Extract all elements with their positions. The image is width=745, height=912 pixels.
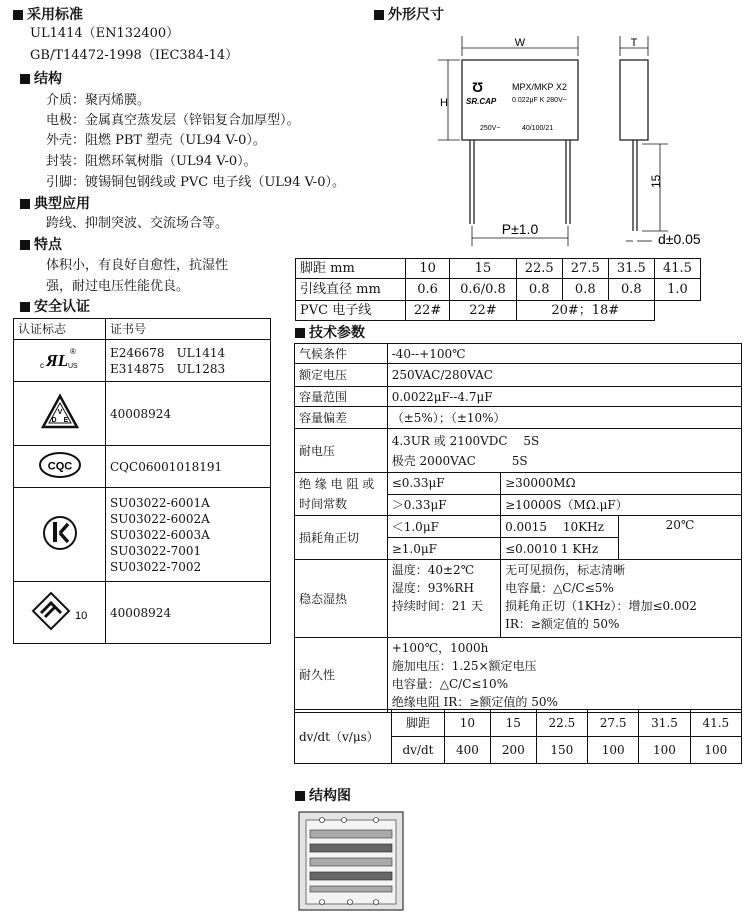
dvdt-pitch: 31.5 xyxy=(639,710,690,737)
dvdt-value: 100 xyxy=(690,737,741,764)
dvdt-pitch: 15 xyxy=(490,710,536,737)
param-value: ≥10000S（MΩ.μF） xyxy=(501,494,742,516)
param-label: 容量偏差 xyxy=(295,407,388,429)
structure-line: 封装：阻燃环氧树脂（UL94 V-0）。 xyxy=(46,154,257,169)
applications-line: 跨线、抑制突波、交流场合等。 xyxy=(46,216,229,231)
humidity-result: 损耗角正切（1KHz）：增加≤0.002 xyxy=(505,599,697,613)
param-value: -40--+100℃ xyxy=(387,344,741,364)
lead-cell: 0.6/0.8 xyxy=(450,279,516,301)
cert-number: CQC06001018191 xyxy=(106,446,271,488)
param-value: 250VAC/280VAC xyxy=(387,364,741,387)
ul-us-text: US xyxy=(67,362,78,370)
param-label: 容量范围 xyxy=(295,387,388,407)
standards-heading: 采用标准 xyxy=(13,6,83,24)
cqc-logo xyxy=(14,446,106,488)
param-cond: ≥1.0μF xyxy=(387,538,500,560)
param-label: 绝 缘 电 阻 或 xyxy=(299,477,375,491)
dvdt-value: 200 xyxy=(490,737,536,764)
cert-number: SU03022-6001A xyxy=(110,495,210,510)
cert-number: E246678 UL1414 xyxy=(110,345,226,360)
lead-length-label: 15 xyxy=(649,174,663,188)
lead-cell: 22.5 xyxy=(516,259,562,279)
vde-e-text: E xyxy=(63,416,68,424)
w-label: W xyxy=(514,37,526,49)
vde-v-text: V xyxy=(57,408,62,416)
humidity-cond: 持续时间：21 天 xyxy=(391,599,483,613)
param-cond: ＜1.0μF xyxy=(387,516,500,538)
cert-number: SU03022-7001 xyxy=(110,543,202,558)
safety-table xyxy=(13,318,271,644)
cap-cat: 40/100/21 xyxy=(522,125,554,132)
col-cert-header: 证书号 xyxy=(106,319,271,340)
param-label: 稳态湿热 xyxy=(295,560,388,638)
pvc-cell: 20#；18# xyxy=(516,301,654,321)
lead-row-label: 脚距 mm xyxy=(296,259,406,279)
applications-heading: 典型应用 xyxy=(20,195,90,213)
dvdt-table xyxy=(294,709,742,764)
vde-d-text: D xyxy=(50,416,57,424)
dvdt-value: 400 xyxy=(445,737,491,764)
ul-mark-text: ЯL xyxy=(45,350,68,370)
cert-number: SU03022-6003A xyxy=(110,527,210,542)
brand-mark-icon: Ʊ xyxy=(472,79,484,95)
lead-cell: 0.8 xyxy=(562,279,608,301)
lead-cell: 41.5 xyxy=(654,259,700,279)
param-value: 0.0022μF--4.7μF xyxy=(387,387,741,407)
cap-volt: 250V~ xyxy=(480,125,501,132)
lead-row-label: 引线直径 mm xyxy=(296,279,406,301)
structure-line: 引脚：镀锡铜包钢线或 PVC 电子线（UL94 V-0）。 xyxy=(46,175,345,190)
structure-line: 电极：金属真空蒸发层（锌铝复合加厚型）。 xyxy=(46,113,300,128)
structure-drawing xyxy=(298,808,408,912)
param-value: （±5%）；（±10%） xyxy=(387,407,741,429)
pvc-cell: 22# xyxy=(450,301,516,321)
diameter-label: d±0.05 xyxy=(658,231,701,247)
enec-num-text: 10 xyxy=(74,609,87,622)
standard-line: UL1414（EN132400） xyxy=(30,26,180,41)
param-cond: ≤0.33μF xyxy=(387,473,500,495)
structure-drawing-heading: 结构图 xyxy=(295,787,351,805)
features-line: 强，耐过电压性能优良。 xyxy=(46,279,190,294)
lead-cell: 0.8 xyxy=(516,279,562,301)
dvdt-pitch: 41.5 xyxy=(690,710,741,737)
dvdt-value: 150 xyxy=(536,737,587,764)
standard-line: GB/T14472-1998（IEC384-14） xyxy=(30,48,239,63)
pitch-label: P±1.0 xyxy=(501,221,539,237)
param-label: 时间常数 xyxy=(299,497,348,511)
param-value: 0.0015 10KHz xyxy=(501,516,619,538)
dimensions-heading: 外形尺寸 xyxy=(374,6,444,24)
dvdt-pitch: 10 xyxy=(445,710,491,737)
vde-logo xyxy=(14,382,106,446)
ul-c-us-logo xyxy=(14,340,106,382)
pvc-cell: 22# xyxy=(406,301,450,321)
param-label: 气候条件 xyxy=(295,344,388,364)
param-temp: 20℃ xyxy=(618,516,741,560)
enec-logo xyxy=(14,582,106,644)
param-label: 损耗角正切 xyxy=(295,516,388,560)
tech-heading: 技术参数 xyxy=(295,324,365,342)
cert-number: SU03022-7002 xyxy=(110,559,202,574)
lead-cell: 31.5 xyxy=(608,259,654,279)
param-value: 4.3UR 或 2100VDC 5S xyxy=(391,433,540,448)
dimension-drawing xyxy=(430,26,740,248)
safety-heading: 安全认证 xyxy=(20,298,90,316)
dvdt-value: 100 xyxy=(639,737,690,764)
dvdt-label: dv/dt（v/μs） xyxy=(295,710,392,764)
lead-cell: 15 xyxy=(450,259,516,279)
tech-table xyxy=(294,343,742,713)
col-mark-header: 认证标志 xyxy=(14,319,106,340)
cert-number: E314875 UL1283 xyxy=(110,361,226,376)
cert-number: 40008924 xyxy=(106,582,271,644)
h-label: H xyxy=(440,97,448,109)
humidity-result: 电容量：△C/C≤5% xyxy=(505,581,614,595)
humidity-cond: 温度：40±2℃ xyxy=(391,563,475,577)
semko-logo xyxy=(14,488,106,582)
param-label: 耐久性 xyxy=(295,638,388,713)
ul-c-text: c xyxy=(39,360,44,370)
endurance-line: 施加电压：1.25×额定电压 xyxy=(391,659,537,673)
structure-heading: 结构 xyxy=(20,70,62,88)
cqc-text: CQC xyxy=(47,460,72,472)
endurance-line: 电容量：△C/C≤10% xyxy=(391,677,509,691)
lead-cell: 0.6 xyxy=(406,279,450,301)
humidity-result: 无可见损伤，标志清晰 xyxy=(505,563,626,577)
cap-brand: SR.CAP xyxy=(466,97,497,106)
dvdt-value: 100 xyxy=(588,737,639,764)
param-value: 极壳 2000VAC 5S xyxy=(391,453,528,468)
structure-line: 介质：聚丙烯膜。 xyxy=(46,93,151,108)
t-label: T xyxy=(630,37,638,49)
cert-number: SU03022-6002A xyxy=(110,511,210,526)
param-label: 额定电压 xyxy=(295,364,388,387)
humidity-result: IR：≥额定值的 50% xyxy=(505,617,620,631)
cap-model: MPX/MKP X2 xyxy=(512,82,567,92)
dvdt-pitch-label: 脚距 xyxy=(392,710,445,737)
dvdt-row-label: dv/dt xyxy=(392,737,445,764)
humidity-cond: 湿度：93%RH xyxy=(391,581,474,595)
lead-cell: 0.8 xyxy=(608,279,654,301)
lead-table xyxy=(295,258,701,321)
param-cond: ＞0.33μF xyxy=(387,494,500,516)
features-heading: 特点 xyxy=(20,236,62,254)
lead-cell: 10 xyxy=(406,259,450,279)
lead-cell: 27.5 xyxy=(562,259,608,279)
dvdt-pitch: 22.5 xyxy=(536,710,587,737)
endurance-line: +100℃，1000h xyxy=(391,641,489,655)
ul-r-text: ® xyxy=(69,346,76,356)
lead-cell: 1.0 xyxy=(654,279,700,301)
pvc-label: PVC 电子线 xyxy=(296,301,406,321)
structure-line: 外壳：阻燃 PBT 塑壳（UL94 V-0）。 xyxy=(46,133,266,148)
dvdt-pitch: 27.5 xyxy=(588,710,639,737)
param-value: ≥30000MΩ xyxy=(501,473,742,495)
features-line: 体积小，有良好自愈性，抗湿性 xyxy=(46,258,229,273)
param-label: 耐电压 xyxy=(295,429,388,473)
endurance-line: 绝缘电阻 IR：≥额定值的 50% xyxy=(391,695,558,709)
param-value: ≤0.0010 1 KHz xyxy=(501,538,619,560)
cap-value: 0.022μF K 280V~ xyxy=(512,97,567,104)
cert-number: 40008924 xyxy=(106,382,271,446)
